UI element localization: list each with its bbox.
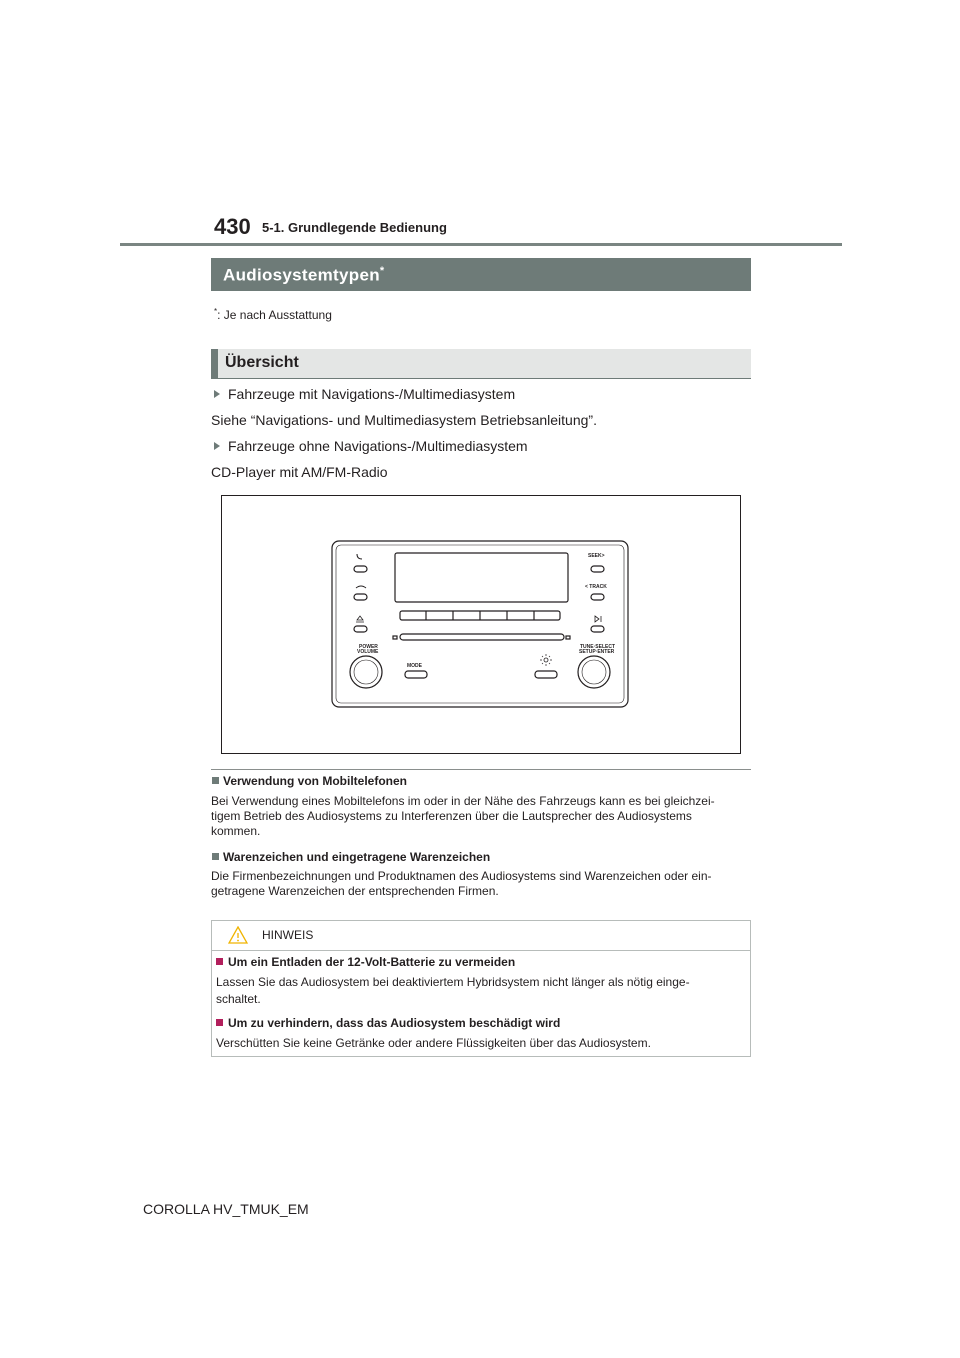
- page-number: 430: [214, 214, 251, 239]
- volume-label: VOLUME: [357, 649, 379, 655]
- power-label: POWER: [359, 644, 378, 650]
- tune-select-label: TUNE·SELECT: [580, 644, 615, 650]
- note-heading: Warenzeichen und eingetragene Warenzeichen: [212, 850, 490, 864]
- seek-label: SEEK>: [588, 553, 605, 559]
- setup-enter-label: SETUP·ENTER: [579, 649, 615, 655]
- arrow-icon: [214, 390, 220, 398]
- footer-model: COROLLA HV_TMUK_EM: [143, 1201, 309, 1217]
- audio-unit-illustration: [222, 496, 740, 753]
- list-item: Fahrzeuge mit Navigations-/Multimediasystem: [214, 386, 515, 402]
- track-label: < TRACK: [585, 584, 607, 590]
- note-text: Die Firmenbezeichnungen und Produktnamen des Audiosystems sind Warenzeichen oder ein- getragene Warenzeichen der entsprechenden Firmen.: [211, 869, 712, 898]
- arrow-icon: [214, 442, 220, 450]
- note-text: Bei Verwendung eines Mobiltelefons im oder in der Nähe des Fahrzeugs kann es bei gleichzei- tigem Betrieb des Audiosystems zu Interferenzen über die Lautsprecher des Audiosystems kommen.: [211, 794, 715, 838]
- body-text: CD-Player mit AM/FM-Radio: [211, 464, 388, 480]
- caution-box: [211, 920, 751, 1057]
- square-bullet-icon: [216, 1019, 223, 1026]
- square-bullet-icon: [212, 777, 219, 784]
- mode-label: MODE: [407, 663, 422, 669]
- subheading-title: Übersicht: [225, 354, 299, 371]
- body-text: Siehe “Navigations- und Multimediasystem Betriebsanleitung”.: [211, 412, 597, 428]
- title-bar: [211, 258, 751, 291]
- note-heading: Verwendung von Mobiltelefonen: [212, 774, 407, 788]
- divider: [211, 769, 751, 770]
- section-title: 5-1. Grundlegende Bedienung: [262, 220, 447, 235]
- subheading-marker: [211, 349, 218, 378]
- subheading-bar: [211, 349, 751, 379]
- caution-text: Verschütten Sie keine Getränke oder andere Flüssigkeiten über das Audiosystem.: [216, 1036, 651, 1050]
- square-bullet-icon: [212, 853, 219, 860]
- audio-unit-figure: [221, 495, 741, 754]
- warning-icon: [228, 926, 248, 944]
- header-rule: [120, 243, 842, 246]
- list-item: Fahrzeuge ohne Navigations-/Multimediasystem: [214, 438, 528, 454]
- caution-divider: [212, 950, 750, 951]
- caution-label: HINWEIS: [262, 928, 314, 942]
- page-title: Audiosystemtypen*: [223, 265, 385, 285]
- caution-heading: Um ein Entladen der 12-Volt-Batterie zu vermeiden: [216, 955, 515, 969]
- caution-text: Lassen Sie das Audiosystem bei deaktiviertem Hybridsystem nicht länger als nötig einge- schaltet.: [216, 975, 690, 1006]
- footnote: *: Je nach Ausstattung: [214, 307, 332, 322]
- caution-heading: Um zu verhindern, dass das Audiosystem beschädigt wird: [216, 1016, 560, 1030]
- square-bullet-icon: [216, 958, 223, 965]
